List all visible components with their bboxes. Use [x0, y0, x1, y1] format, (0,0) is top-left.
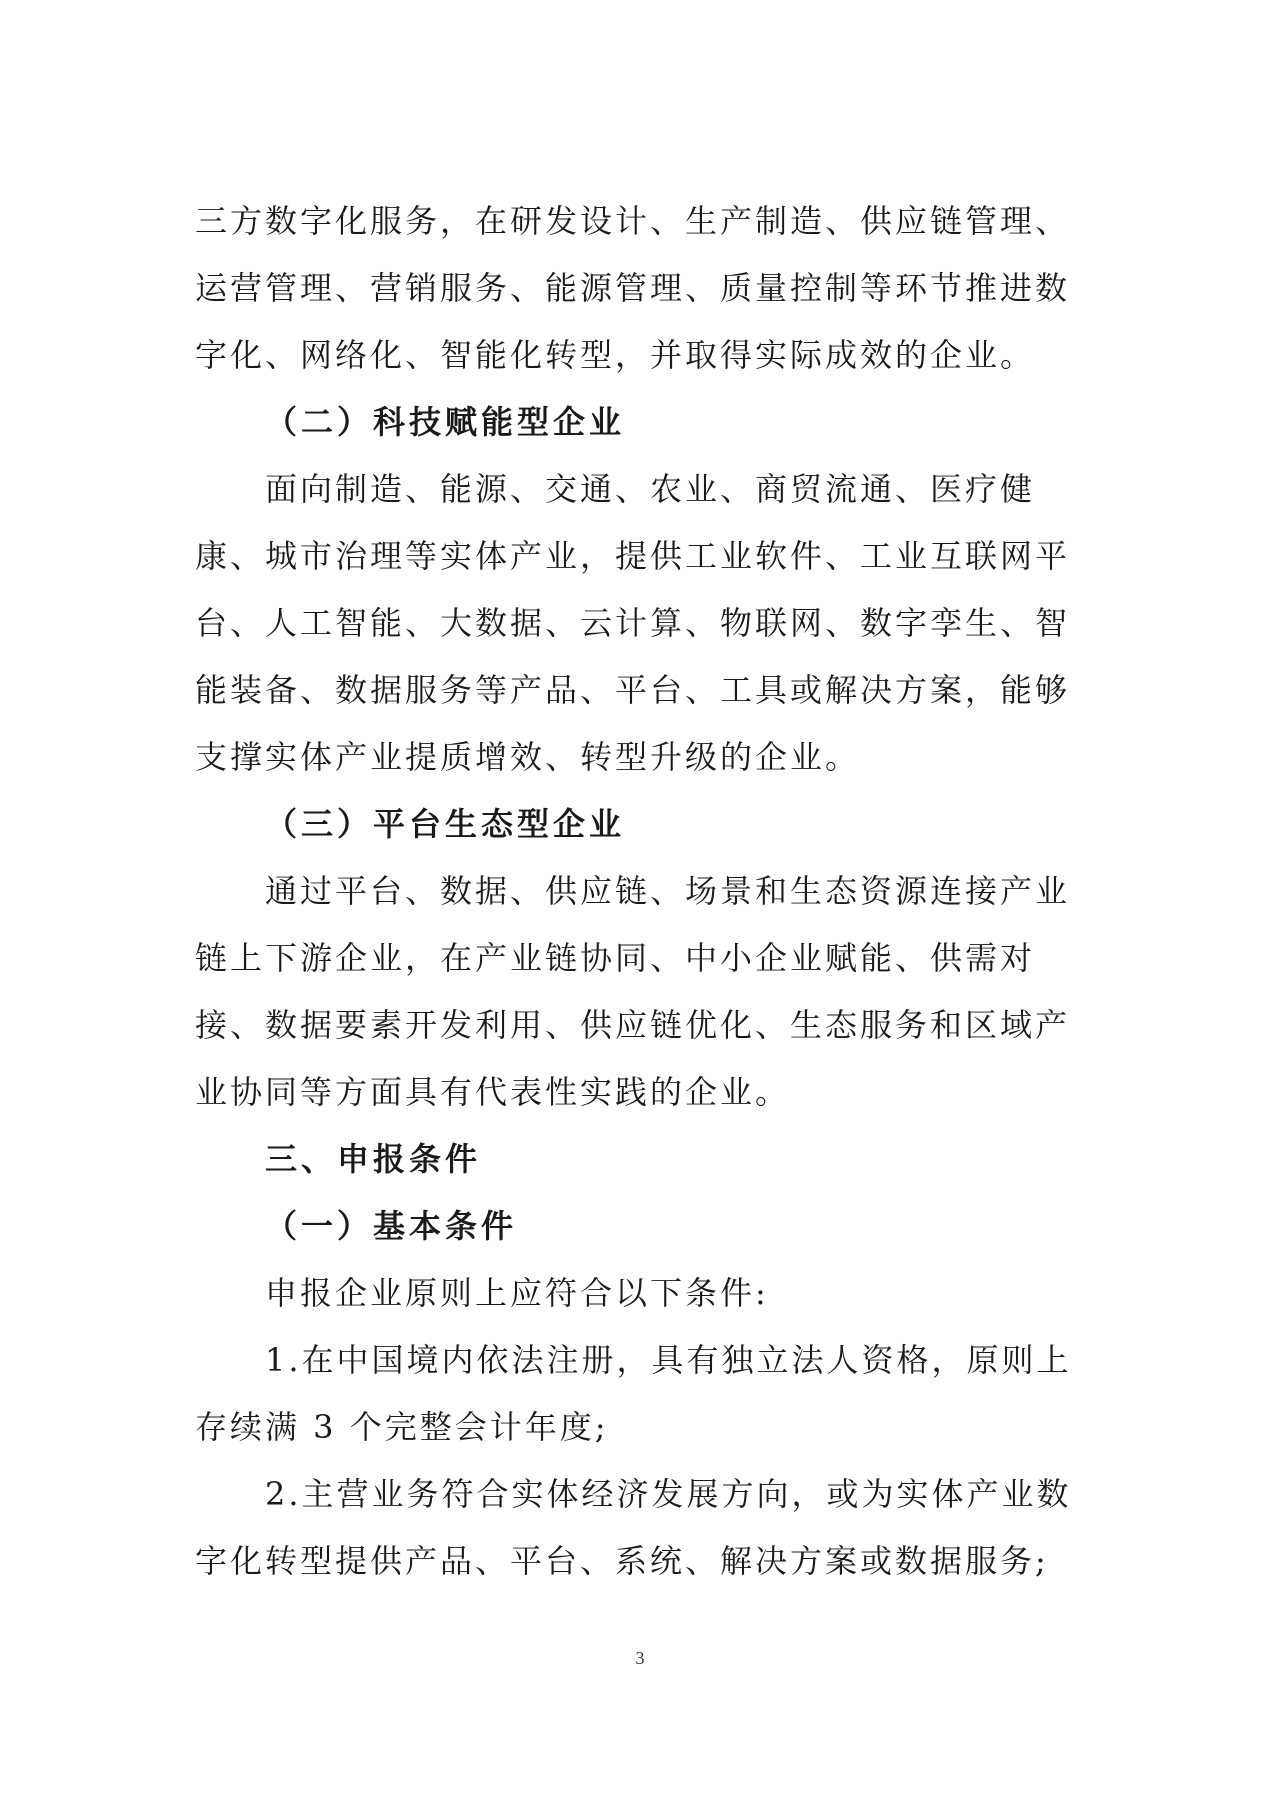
list-item-line: 2.主营业务符合实体经济发展方向，或为实体产业数	[265, 1475, 1072, 1513]
paragraph-line: 面向制造、能源、交通、农业、商贸流通、医疗健	[265, 470, 1036, 508]
page-number: 3	[635, 1648, 645, 1668]
paragraph-line: 台、人工智能、大数据、云计算、物联网、数字孪生、智	[195, 604, 1071, 642]
paragraph-line: 支撑实体产业提质增效、转型升级的企业。	[195, 738, 861, 776]
section-heading-platform-ecosystem: （三）平台生态型企业	[265, 805, 626, 843]
paragraph-line: 业协同等方面具有代表性实践的企业。	[195, 1073, 791, 1111]
paragraph-line: 三方数字化服务，在研发设计、生产制造、供应链管理、	[195, 202, 1071, 240]
section-heading-tech-empowered: （二）科技赋能型企业	[265, 403, 626, 441]
list-item-line: 字化转型提供产品、平台、系统、解决方案或数据服务;	[195, 1542, 1049, 1580]
paragraph-line: 申报企业原则上应符合以下条件:	[265, 1274, 769, 1312]
list-item-line: 1.在中国境内依法注册，具有独立法人资格，原则上	[265, 1341, 1072, 1379]
paragraph-line: 字化、网络化、智能化转型，并取得实际成效的企业。	[195, 336, 1036, 374]
paragraph-line: 链上下游企业，在产业链协同、中小企业赋能、供需对	[195, 939, 1036, 977]
paragraph-line: 能装备、数据服务等产品、平台、工具或解决方案，能够	[195, 671, 1071, 709]
paragraph-line: 康、城市治理等实体产业，提供工业软件、工业互联网平	[195, 537, 1071, 575]
section-heading-application-conditions: 三、申报条件	[265, 1140, 482, 1178]
paragraph-line: 接、数据要素开发利用、供应链优化、生态服务和区域产	[195, 1006, 1071, 1044]
section-heading-basic-conditions: （一）基本条件	[265, 1207, 518, 1245]
paragraph-line: 运营管理、营销服务、能源管理、质量控制等环节推进数	[195, 269, 1071, 307]
document-body	[195, 188, 1075, 1595]
list-item-line: 存续满 3 个完整会计年度;	[195, 1408, 609, 1446]
paragraph-line: 通过平台、数据、供应链、场景和生态资源连接产业	[265, 872, 1071, 910]
